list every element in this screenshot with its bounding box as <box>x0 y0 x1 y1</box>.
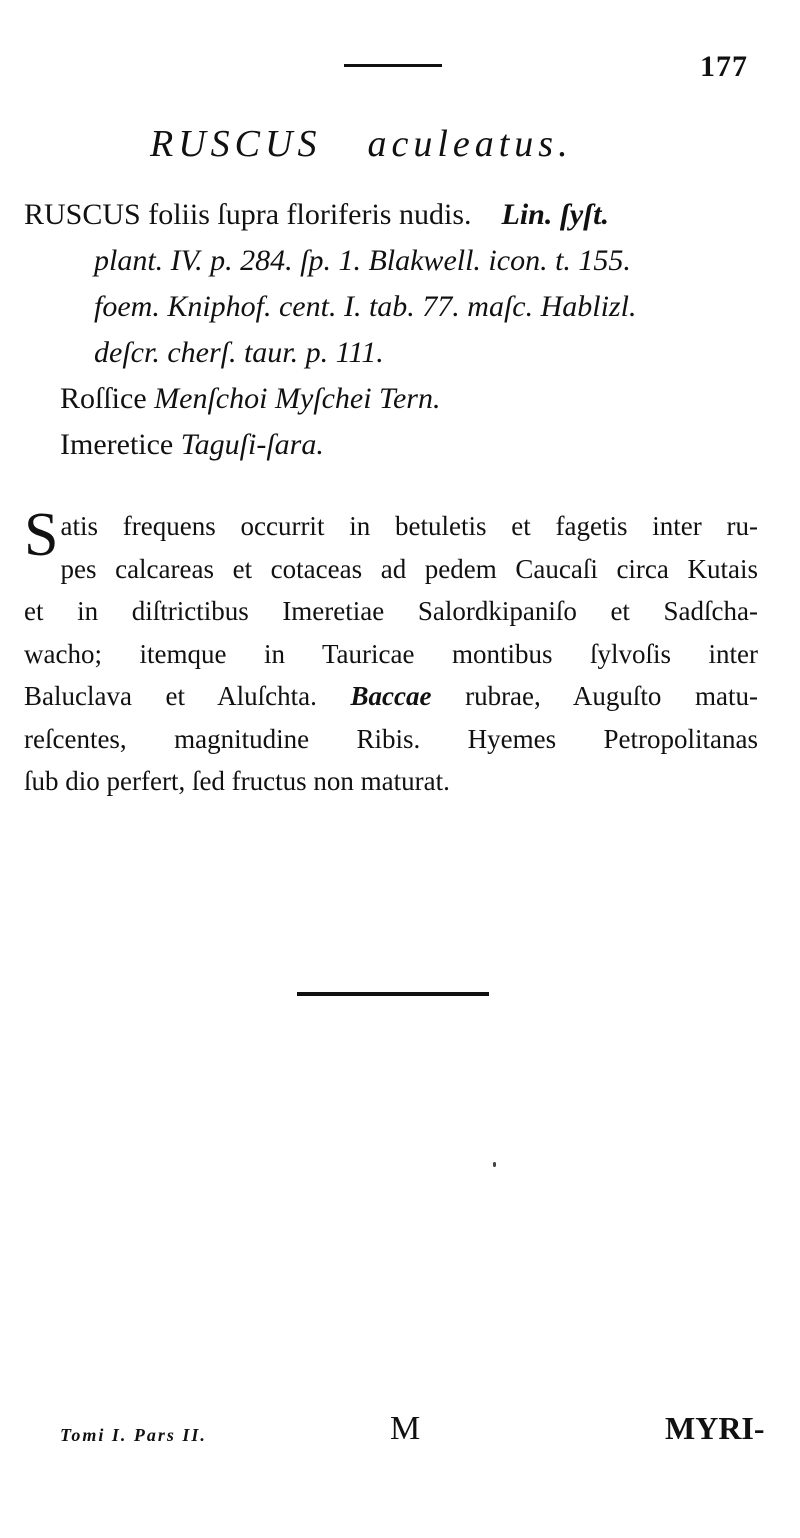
paragraph-line-5-b: rubrae, Auguſto matu- <box>465 681 758 711</box>
paragraph-line-3: et in diſtrictibus Imeretiae Salordkipaniſo et Sadſcha- <box>24 596 758 626</box>
paragraph-line-5-a: Baluclava et Aluſchta. <box>24 681 317 711</box>
imeretice-label: Imeretice <box>60 428 174 461</box>
paragraph-line-6: reſcentes, magnitudine Ribis. Hyemes Petropolitanas <box>24 723 758 754</box>
rossice-line <box>24 376 774 422</box>
imeretice-line <box>24 422 774 468</box>
genus-name: RUSCUS <box>150 123 322 165</box>
species-epithet: aculeatus. <box>367 123 573 165</box>
species-heading <box>150 122 573 166</box>
synonymy-line-2: plant. IV. p. 284. ſp. 1. Blakwell. icon. t. 155. <box>94 244 631 277</box>
catchword: MYRI- <box>665 1410 765 1446</box>
section-rule <box>297 992 489 996</box>
rossice-name: Menſchoi Myſchei Tern. <box>154 382 441 415</box>
synonymy-line-1 <box>24 192 774 238</box>
imeretice-name: Taguſi-ſara. <box>180 428 324 461</box>
paragraph-line-1: atis frequens occurrit in betuletis et fagetis inter ru- <box>60 511 758 541</box>
header-rule <box>344 64 442 67</box>
synonymy-line-4: deſcr. cherſ. taur. p. 111. <box>94 336 384 369</box>
description-paragraph <box>24 501 758 803</box>
signature-mark: M <box>390 1410 421 1447</box>
synonymy-line-3: foem. Kniphof. cent. I. tab. 77. maſc. Hablizl. <box>94 290 637 323</box>
ink-speck <box>493 1162 496 1167</box>
page-number: 177 <box>700 50 748 83</box>
synonymy-block <box>24 192 774 468</box>
linnaeus-reference: Lin. ſyſt. <box>501 198 609 231</box>
paragraph-line-5-italic: Baccae <box>350 681 432 711</box>
paragraph-line-2: pes calcareas et cotaceas ad pedem Caucaſi circa Kutais <box>60 553 758 584</box>
paragraph-line-5 <box>24 675 758 718</box>
diagnosis-text: RUSCUS foliis ſupra floriferis nudis. <box>24 198 472 231</box>
paragraph-line-7: ſub dio perfert, ſed fructus non maturat. <box>24 766 450 796</box>
volume-line: Tomi I. Pars II. <box>60 1425 207 1445</box>
rossice-label: Roſſice <box>60 382 147 415</box>
drop-cap: S <box>24 501 59 569</box>
paragraph-line-4: wacho; itemque in Tauricae montibus ſylvoſis inter <box>24 638 758 669</box>
